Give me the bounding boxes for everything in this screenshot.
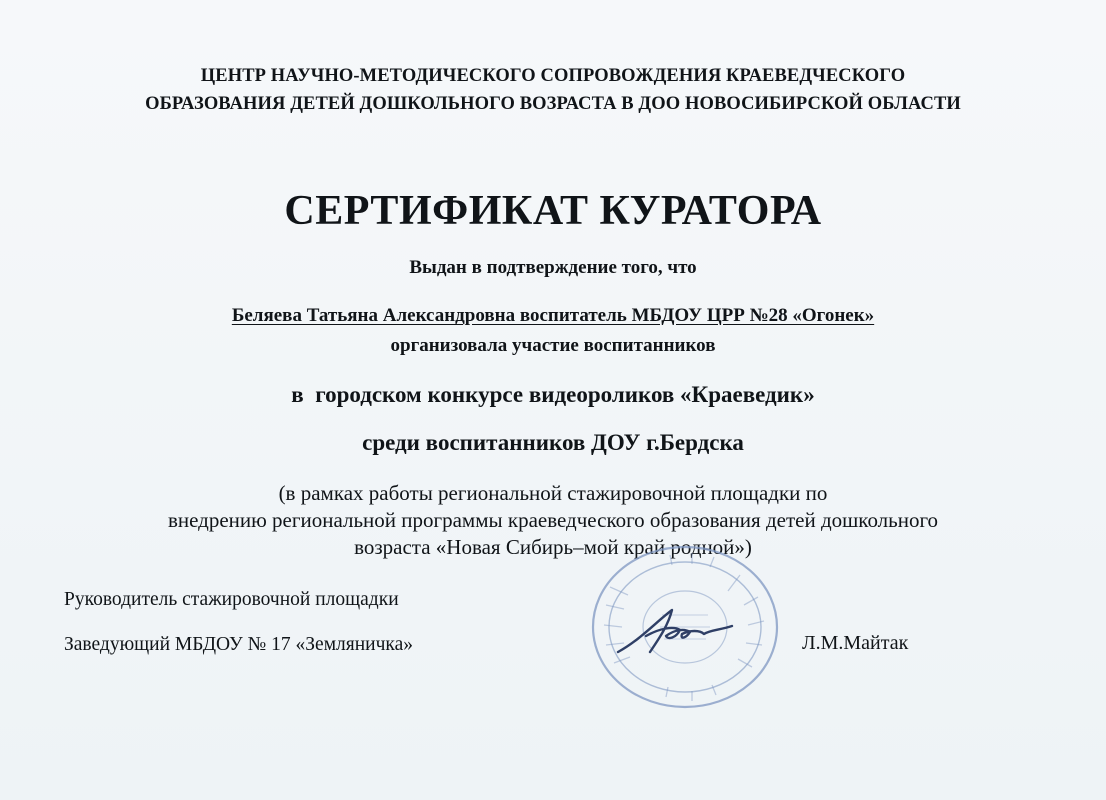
- contest-line: в городском конкурсе видеороликов «Краеведик»: [291, 382, 815, 407]
- program-note: [0, 480, 1106, 561]
- issued-text: Выдан в подтверждение того, что: [409, 257, 697, 278]
- role-line-1: Руководитель стажировочной площадки: [64, 589, 399, 610]
- note-line-1: (в рамках работы региональной стажировочной площадки по: [278, 481, 828, 505]
- organization-header: [0, 62, 1106, 118]
- signature-mark: [610, 600, 740, 660]
- organized-text: организовала участие воспитанников: [390, 335, 716, 356]
- certificate-title: СЕРТИФИКАТ КУРАТОРА: [284, 188, 822, 234]
- recipient-line: Беляева Татьяна Александровна воспитатель МБДОУ ЦРР №28 «Огонек»: [231, 305, 875, 326]
- note-line-2: внедрению региональной программы краеведческого образования детей дошкольного: [167, 508, 939, 532]
- among-line: среди воспитанников ДОУ г.Бердска: [362, 430, 744, 455]
- note-line-3: возраста «Новая Сибирь–мой край родной»): [354, 535, 752, 559]
- signer-name: Л.М.Майтак: [802, 632, 909, 654]
- role-line-2: Заведующий МБДОУ № 17 «Земляничка»: [64, 634, 414, 655]
- header-line-2: ОБРАЗОВАНИЯ ДЕТЕЙ ДОШКОЛЬНОГО ВОЗРАСТА В ДОО НОВОСИБИРСКОЙ ОБЛАСТИ: [145, 94, 961, 114]
- header-line-1: ЦЕНТР НАУЧНО-МЕТОДИЧЕСКОГО СОПРОВОЖДЕНИЯ КРАЕВЕДЧЕСКОГО: [200, 66, 906, 86]
